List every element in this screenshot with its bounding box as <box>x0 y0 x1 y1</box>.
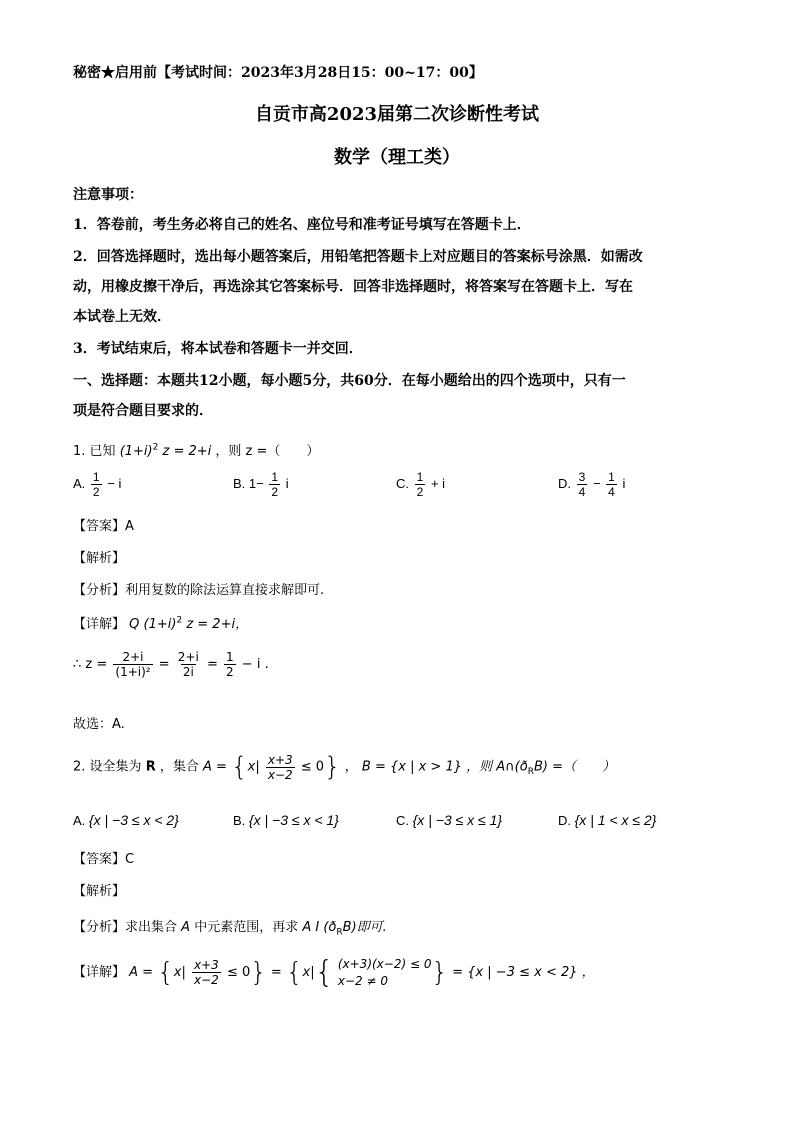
section-1-line-2: 项是符合题目要求的． <box>73 403 213 419</box>
q2-fenxi-end: B)即可. <box>342 920 387 935</box>
q2-suffix-end: B) =（ ） <box>533 759 615 775</box>
q2-xj-cases <box>338 956 432 990</box>
q2-suffix: ，则 A∩(ð <box>466 759 528 775</box>
frac-num: 2+i <box>177 650 199 664</box>
section-1-line-1: 一、选择题：本题共12小题，每小题5分，共60分．在每小题给出的四个选项中，只有一 <box>73 373 626 389</box>
frac-num: 3 <box>578 470 586 484</box>
q2-fenxi-mid: 中元素范围，再求 <box>194 920 299 935</box>
q1-option-d-rest: i <box>622 475 626 491</box>
q1-option-d-label: D. <box>558 475 571 491</box>
q2-xj-le: ≤ 0 <box>226 965 251 980</box>
left-brace: { <box>285 957 303 988</box>
q1-analysis-tag: 【解析】 <box>73 551 126 566</box>
notice-item-3: 3．考试结束后，将本试卷和答题卡一并交回． <box>73 341 363 357</box>
frac-num: x+3 <box>194 958 219 972</box>
q2-option-c <box>396 812 502 828</box>
q1-option-d <box>558 470 625 499</box>
q1-option-d-frac-1 <box>577 470 588 499</box>
q2-option-b-text: {x | −3 ≤ x < 1} <box>248 812 339 828</box>
q1-expr-rest: z = 2+i <box>162 444 212 459</box>
q1-xiangjie-rest: z = 2+i， <box>186 617 249 632</box>
left-brace: { <box>157 957 174 988</box>
q1-expr-base: (1+i) <box>119 444 153 459</box>
frac-den: 2 <box>226 665 234 679</box>
q1-option-c-frac <box>415 470 426 499</box>
q1-xiangjie <box>73 613 248 632</box>
q2-fenxi <box>73 916 387 938</box>
q2-option-a-label: A. <box>73 813 86 828</box>
frac-den: (1+i)² <box>115 665 151 679</box>
q2-option-d-label: D. <box>558 813 571 828</box>
left-brace: { <box>231 752 248 782</box>
q2-option-b-label: B. <box>233 813 246 828</box>
frac-num: 1 <box>608 470 615 484</box>
calc-pre: ∴ z = <box>73 657 108 672</box>
q2-option-d <box>558 812 656 828</box>
q1-option-d-mid: − <box>592 475 601 491</box>
q1-option-b-pre: 1− <box>248 475 264 491</box>
q2-xiangjie-tag: 【详解】 <box>73 965 126 980</box>
q2-fenxi-a: A <box>181 920 191 935</box>
right-brace: } <box>431 957 449 988</box>
frac-den: 2 <box>271 485 279 499</box>
q2-b-def: B = {x | x > 1} <box>361 759 462 775</box>
q2-option-c-text: {x | −3 ≤ x ≤ 1} <box>412 812 503 828</box>
frac-num: 1 <box>92 470 100 484</box>
q1-answer: 【答案】A <box>73 519 134 534</box>
frac-num: 1 <box>271 470 279 484</box>
bar: | <box>181 965 186 980</box>
frac-den: 4 <box>578 485 586 499</box>
q2-a-x: x <box>247 759 256 775</box>
q1-expr-sup: 2 <box>152 442 159 453</box>
notice-item-2-line-2: 动，用橡皮擦干净后，再选涂其它答案标号．回答非选择题时，将答案写在答题卡上．写在 <box>73 279 633 295</box>
q2-option-b <box>233 812 339 828</box>
calc-rest: − i . <box>241 657 269 672</box>
q1-option-a-label: A. <box>73 475 86 491</box>
q2-xj-eq: = <box>270 965 282 980</box>
frac-num: 2+i <box>122 650 144 664</box>
q1-option-b <box>233 470 289 499</box>
frac-num: 1 <box>416 470 424 484</box>
q1-option-c-rest: + i <box>430 475 446 491</box>
calc-eq: = <box>206 657 218 672</box>
exam-subtitle: 数学（理工类） <box>334 147 460 168</box>
q2-fenxi-sub: R <box>336 927 343 938</box>
exam-title: 自贡市高2023届第二次诊断性考试 <box>254 104 540 125</box>
frac-den: 2 <box>92 485 100 499</box>
q2-xj-x2: x <box>302 965 311 980</box>
q2-prefix: 2. 设全集为 <box>73 759 142 775</box>
q1-option-b-frac <box>269 470 280 499</box>
q1-option-d-frac-2 <box>606 470 617 499</box>
q2-a-le: ≤ 0 <box>300 759 325 775</box>
q2-a-frac <box>266 753 295 782</box>
q2-option-d-text: {x | 1 < x ≤ 2} <box>574 812 657 828</box>
calc-frac-1 <box>113 650 152 679</box>
q1-option-c-label: C. <box>396 475 409 491</box>
bar: | <box>310 965 315 980</box>
q2-fenxi-pre: 【分析】求出集合 <box>73 920 178 935</box>
calc-frac-3 <box>224 650 236 679</box>
notice-item-2-line-3: 本试卷上无效． <box>73 309 171 325</box>
q2-xj-x: x <box>173 965 182 980</box>
frac-den: x−2 <box>267 767 293 782</box>
q2-stem <box>73 752 615 782</box>
q1-calculation <box>73 650 269 679</box>
q1-option-b-rest: i <box>285 475 289 491</box>
frac-den: 4 <box>608 485 615 499</box>
right-brace: } <box>250 957 267 988</box>
notice-item-2-line-1: 2．回答选择题时，选出每小题答案后，用铅笔把答题卡上对应题目的答案标号涂黑．如需改 <box>73 249 643 265</box>
bar: | <box>255 759 260 775</box>
q1-option-c <box>396 470 445 499</box>
header-note: 秘密★启用前【考试时间：2023年3月28日15：00~17：00】 <box>73 65 483 81</box>
case-line-1: (x+3)(x−2) ≤ 0 <box>337 956 432 971</box>
q2-sep: ， <box>344 759 358 775</box>
notice-item-1: 1．答卷前，考生务必将自己的姓名、座位号和准考证号填写在答题卡上． <box>73 217 531 233</box>
q1-option-a-rest: − i <box>107 475 122 491</box>
frac-num: 1 <box>226 650 234 664</box>
calc-frac-2 <box>176 650 201 679</box>
notice-heading: 注意事项： <box>73 187 143 203</box>
frac-den: 2i <box>182 665 194 679</box>
q2-analysis-tag: 【解析】 <box>73 884 126 899</box>
q2-xiangjie <box>73 955 595 990</box>
q2-mid: ，集合 <box>159 759 199 775</box>
q1-option-a <box>73 470 121 499</box>
q2-xj-a: A = <box>129 965 154 980</box>
q2-set-r: R <box>145 759 156 775</box>
calc-eq: = <box>158 657 170 672</box>
q1-suffix: ，则 z =（ ） <box>215 444 320 459</box>
q2-fenxi-expr: A I (ð <box>302 920 337 935</box>
case-brace: { <box>314 955 334 990</box>
q1-fenxi: 【分析】利用复数的除法运算直接求解即可. <box>73 583 325 598</box>
q1-conclusion: 故选：A. <box>73 717 125 732</box>
q1-stem <box>73 440 319 459</box>
case-line-2: x−2 ≠ 0 <box>337 973 388 988</box>
q2-suffix-sub: R <box>527 767 534 778</box>
q1-xiangjie-tag: 【详解】 <box>73 617 126 632</box>
q1-xiangjie-expr: Q (1+i) <box>129 617 177 632</box>
frac-num: x+3 <box>267 752 293 767</box>
q2-xj-frac <box>192 958 221 987</box>
q2-answer: 【答案】C <box>73 852 135 867</box>
q1-xiangjie-sup: 2 <box>176 615 183 626</box>
frac-den: 2 <box>416 485 424 499</box>
q2-a-def: A = <box>203 759 227 775</box>
q2-option-c-label: C. <box>396 813 409 828</box>
frac-den: x−2 <box>194 973 219 987</box>
q2-option-a-text: {x | −3 ≤ x < 2} <box>88 812 179 828</box>
q1-option-b-label: B. <box>233 475 246 491</box>
right-brace: } <box>324 752 341 782</box>
q1-prefix: 1. 已知 <box>73 444 116 459</box>
q2-option-a <box>73 812 179 828</box>
q1-option-a-frac <box>91 470 102 499</box>
q2-xj-result: = {x | −3 ≤ x < 2} ， <box>452 965 595 980</box>
